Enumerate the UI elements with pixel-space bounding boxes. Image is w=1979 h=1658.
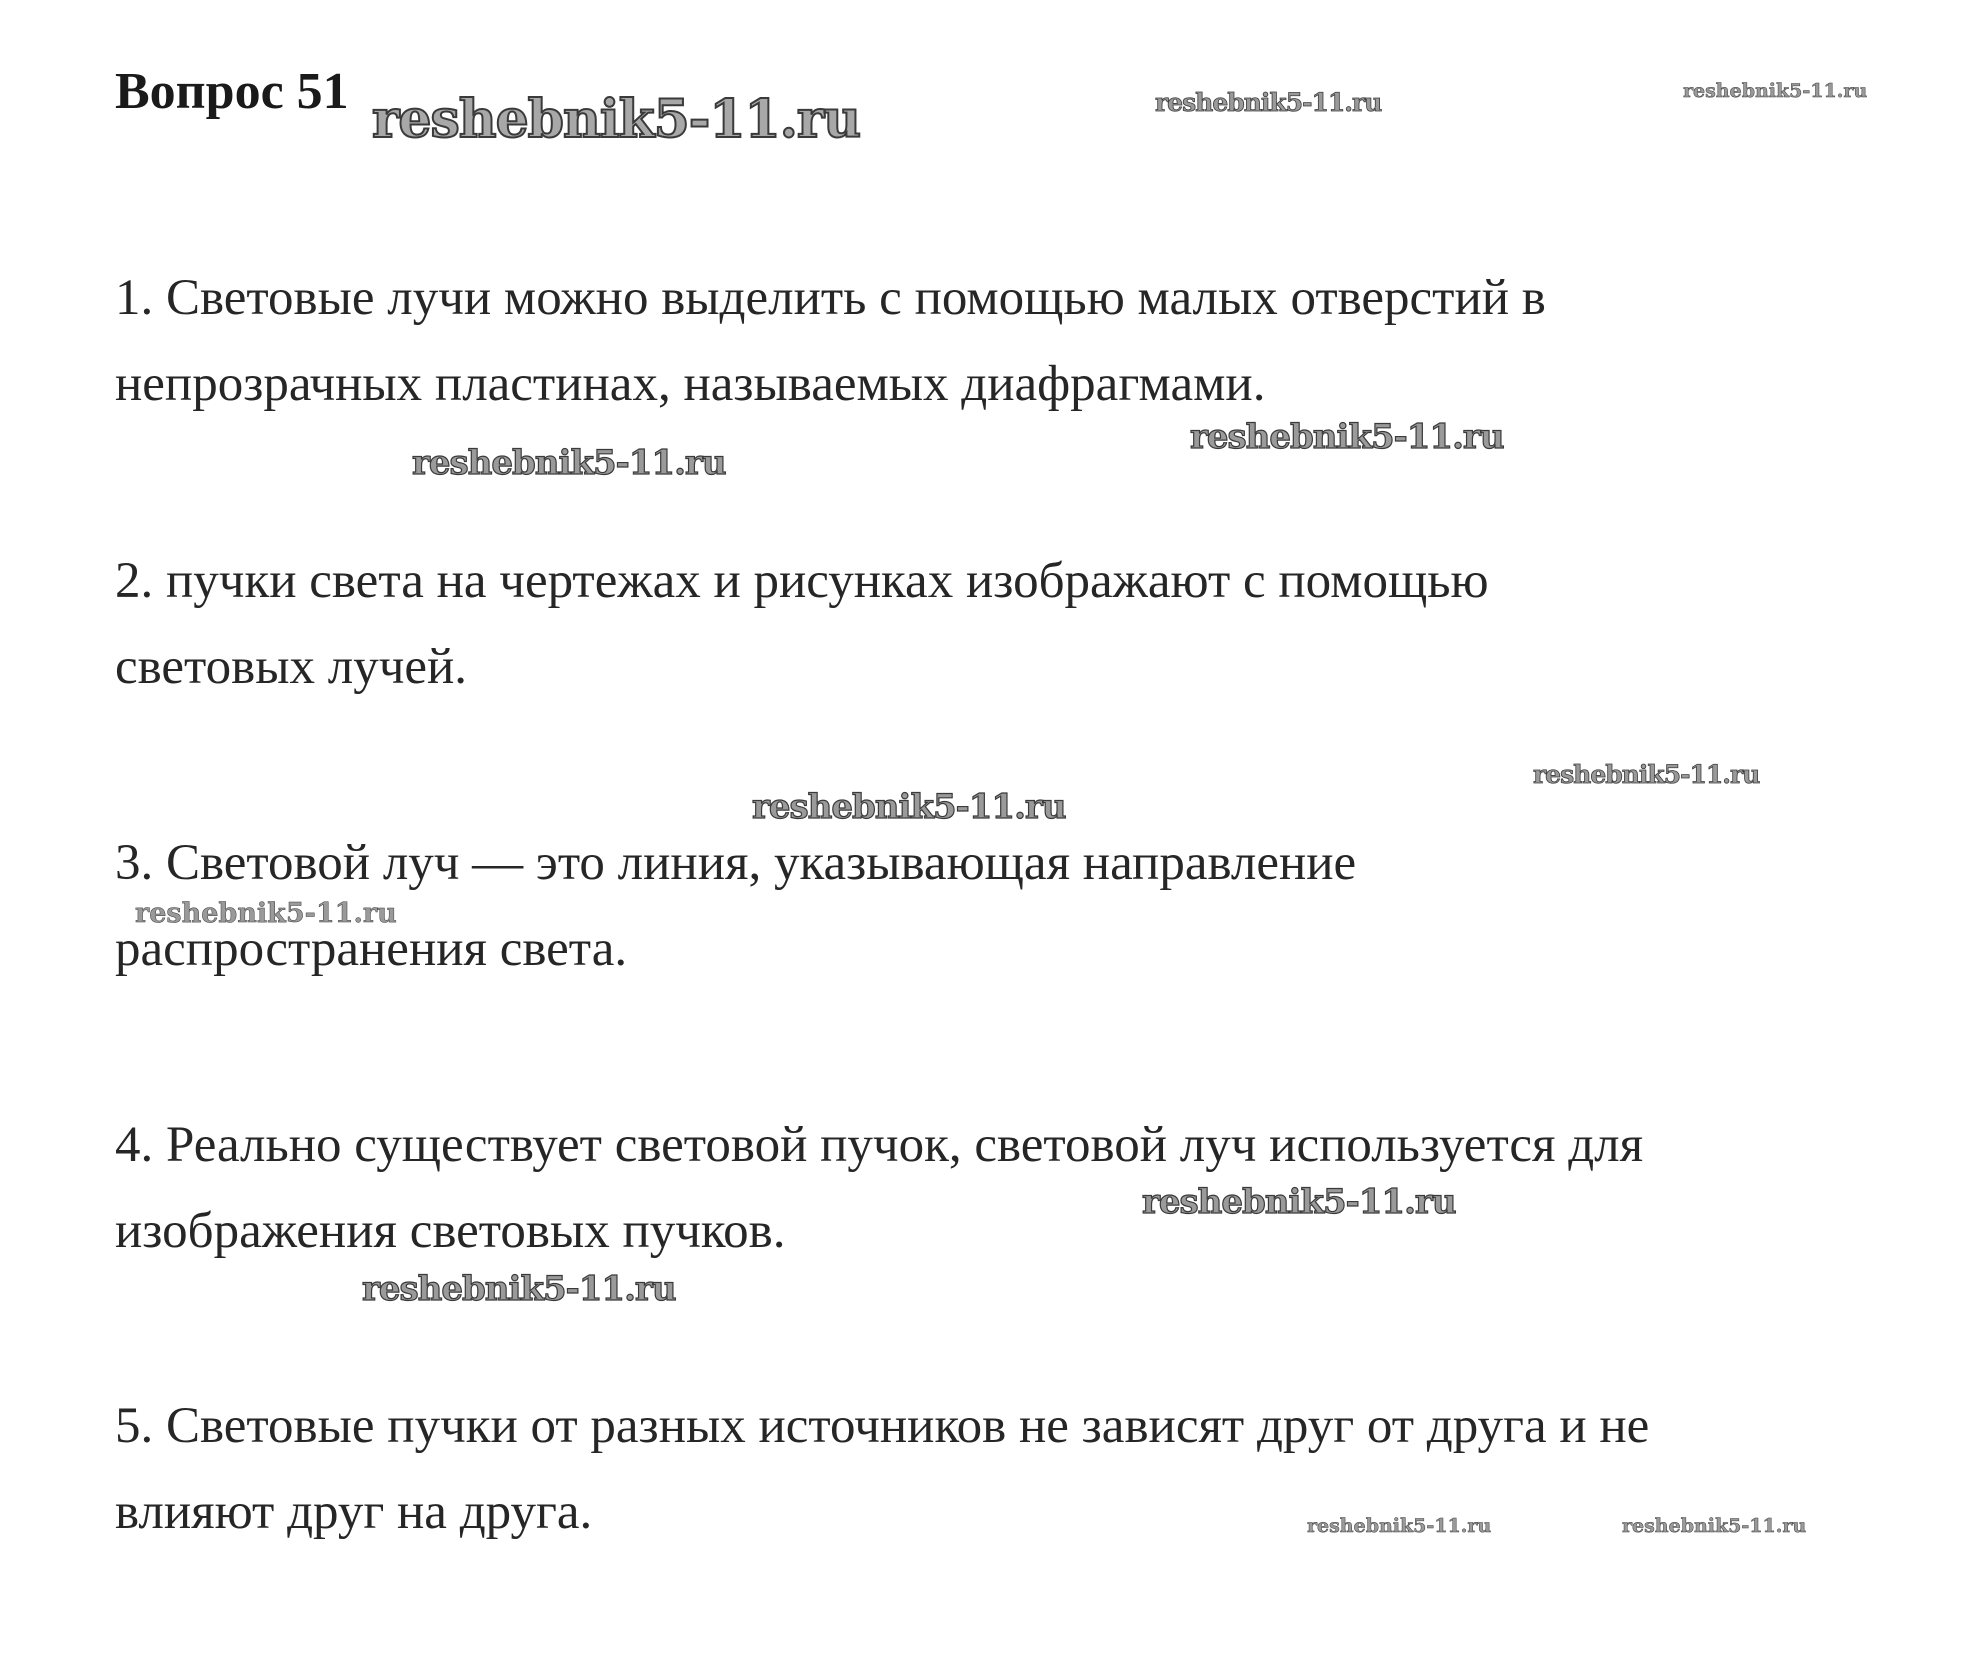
- answer-1-line-1: 1. Световые лучи можно выделить с помощью малых отверстий в: [115, 270, 1546, 326]
- watermark: reshebnik5-11.ru: [1622, 1515, 1807, 1537]
- watermark: reshebnik5-11.ru: [1190, 417, 1504, 457]
- answer-5-line-1: 5. Световые пучки от разных источников не зависят друг от друга и не: [115, 1398, 1650, 1454]
- answer-4-line-2: изображения световых пучков.: [115, 1203, 786, 1259]
- watermark: reshebnik5-11.ru: [1142, 1182, 1456, 1222]
- watermark: reshebnik5-11.ru: [1533, 760, 1760, 789]
- answer-item-2: [115, 538, 1489, 710]
- watermark: reshebnik5-11.ru: [1307, 1515, 1492, 1537]
- answer-3-line-1: 3. Световой луч — это линия, указывающая направление: [115, 835, 1357, 891]
- watermark: reshebnik5-11.ru: [135, 898, 397, 929]
- watermark: reshebnik5-11.ru: [752, 787, 1066, 827]
- watermark: reshebnik5-11.ru: [1155, 88, 1382, 117]
- answer-1-line-2: непрозрачных пластинах, называемых диафрагмами.: [115, 356, 1266, 412]
- answer-2-line-1: 2. пучки света на чертежах и рисунках изображают с помощью: [115, 553, 1489, 609]
- watermark: reshebnik5-11.ru: [372, 89, 861, 150]
- watermark: reshebnik5-11.ru: [362, 1269, 676, 1309]
- answer-item-1: [115, 255, 1546, 427]
- answer-5-line-2: влияют друг на друга.: [115, 1484, 593, 1540]
- watermark: reshebnik5-11.ru: [412, 443, 726, 483]
- watermark: reshebnik5-11.ru: [1683, 80, 1868, 102]
- answer-4-line-1: 4. Реально существует световой пучок, световой луч используется для: [115, 1117, 1644, 1173]
- answer-3-line-2: распространения света.: [115, 921, 628, 977]
- question-title: Вопрос 51: [115, 63, 349, 120]
- answer-2-line-2: световых лучей.: [115, 639, 468, 695]
